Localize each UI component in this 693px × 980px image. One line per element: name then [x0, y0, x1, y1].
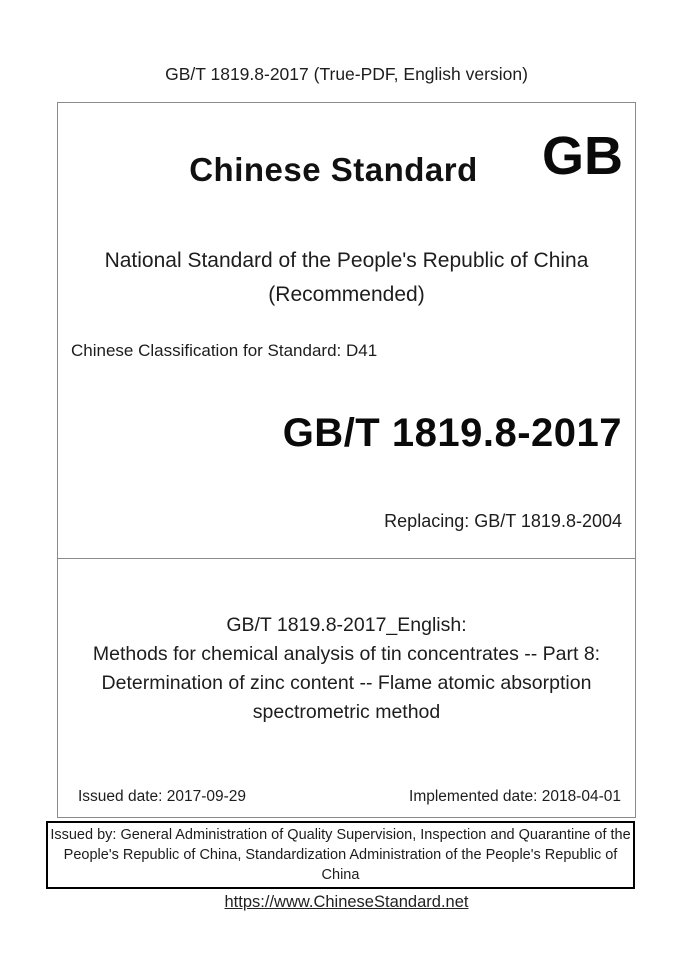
national-standard-line: National Standard of the People's Republic of China — [104, 249, 589, 272]
gb-logo: GB — [542, 126, 623, 186]
footer — [0, 893, 693, 912]
recommended-line: (Recommended) — [268, 283, 425, 306]
replacing-note: Replacing: GB/T 1819.8-2004 — [384, 511, 622, 531]
brand-title: Chinese Standard — [189, 151, 478, 188]
standard-code: GB/T 1819.8-2017 — [282, 411, 622, 455]
document-header-title: GB/T 1819.8-2017 (True-PDF, English version) — [165, 64, 528, 84]
issuer-box — [46, 821, 635, 889]
title-line-1: GB/T 1819.8-2017_English: — [226, 614, 467, 636]
title-line-4: spectrometric method — [252, 701, 441, 723]
implemented-date: Implemented date: 2018-04-01 — [409, 788, 621, 805]
cover-lower-section — [58, 558, 635, 817]
classification-label: Chinese Classification for Standard: D41 — [71, 341, 378, 360]
title-line-2: Methods for chemical analysis of tin concentrates -- Part 8: — [92, 643, 601, 665]
issuer-text: Issued by: General Administration of Quality Supervision, Inspection and Quarantine of the People's Republic of China, Standardization Administration of the People's Republic of China — [50, 827, 631, 883]
cover-main-box — [57, 102, 636, 818]
issued-date: Issued date: 2017-09-29 — [78, 788, 247, 805]
website-link[interactable]: https://www.ChineseStandard.net — [224, 893, 469, 911]
english-title-block — [58, 611, 635, 727]
title-line-3: Determination of zinc content -- Flame atomic absorption — [101, 672, 592, 694]
dates-row — [78, 788, 621, 806]
